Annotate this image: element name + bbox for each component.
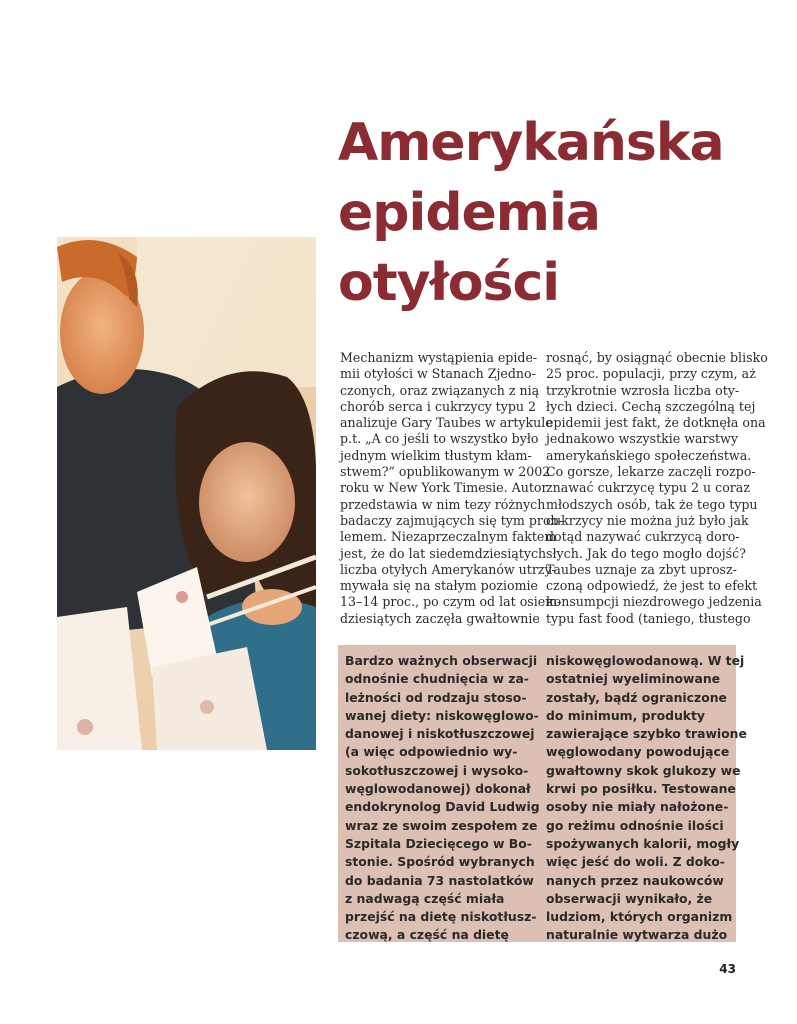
text-line: epidemii jest fakt, że dotknęła ona <box>546 415 766 431</box>
text-line: Mechanizm wystąpienia epide- <box>340 350 538 365</box>
body-column-left <box>340 350 563 627</box>
box-text-line: odnośnie chudnięcia w za- <box>345 671 529 687</box>
box-text-line: wanej diety: niskowęglowo- <box>345 707 539 723</box>
text-line: słych. Jak do tego mogło dojść? <box>546 545 746 561</box>
text-line: jednym wielkim tłustym kłam- <box>340 447 532 463</box>
text-line: młodszych osób, tak że tego typu <box>546 496 758 512</box>
box-text-line: danowej i niskotłuszczowej <box>345 726 535 742</box>
box-column-right <box>546 652 747 945</box>
text-line: Co gorsze, lekarze zaczęli rozpo- <box>546 464 756 480</box>
text-line: przedstawia w nim tezy różnych <box>340 496 546 512</box>
box-text-line: ludziom, których organizm <box>546 909 733 925</box>
text-line: amerykańskiego społeczeństwa. <box>546 447 752 463</box>
text-line: dziesiątych zaczęła gwałtownie <box>340 610 540 626</box>
text-line: lemem. Niezaprzeczalnym faktem <box>340 529 557 545</box>
couple-photo <box>57 237 316 750</box>
box-text-line: go reżimu odnośnie ilości <box>546 817 724 833</box>
box-text-line: wraz ze swoim zespołem ze <box>345 817 538 833</box>
box-text-line: do badania 73 nastolatków <box>345 872 534 888</box>
page-number: 43 <box>719 962 736 976</box>
text-line: rosnąć, by osiągnąć obecnie blisko <box>546 350 768 365</box>
text-line: badaczy zajmujących się tym prob- <box>340 512 563 528</box>
box-text-line: osoby nie miały nałożone- <box>546 799 729 815</box>
box-text-line: więc jeść do woli. Z doko- <box>546 854 725 870</box>
text-line: analizuje Gary Taubes w artykule <box>340 415 553 431</box>
text-line: mii otyłości w Stanach Zjedno- <box>340 366 536 382</box>
text-line: czonych, oraz związanych z nią <box>340 382 540 398</box>
article-title <box>338 108 778 318</box>
box-text-line: Bardzo ważnych obserwacji <box>345 653 538 668</box>
box-text-line: stonie. Spośród wybranych <box>345 854 535 870</box>
text-line: znawać cukrzycę typu 2 u coraz <box>546 480 750 496</box>
text-line: stwem?” opublikowanym w 2002 <box>340 464 551 480</box>
box-text-line: zostały, bądź ograniczone <box>546 689 727 705</box>
box-text-line: Szpitala Dziecięcego w Bo- <box>345 835 532 851</box>
text-line: łych dzieci. Cechą szczególną tej <box>546 398 756 414</box>
text-line: dotąd nazywać cukrzycą doro- <box>546 529 740 545</box>
title-line: epidemia <box>338 183 600 243</box>
box-text-line: obserwacji wynikało, że <box>546 890 713 906</box>
box-column-left <box>345 652 540 945</box>
title-line: otyłości <box>338 253 560 313</box>
box-text-line: ostatniej wyeliminowane <box>546 671 721 687</box>
text-line: Taubes uznaje za zbyt uprosz- <box>546 561 737 577</box>
box-text-line: przejść na dietę niskotłusz- <box>345 909 537 925</box>
text-line: roku w New York Timesie. Autor <box>340 480 548 496</box>
text-line: czoną odpowiedź, że jest to efekt <box>546 578 758 594</box>
box-text-line: węglowodany powodujące <box>546 744 730 760</box>
text-line: 25 proc. populacji, przy czym, aż <box>546 366 756 382</box>
text-line: jednakowo wszystkie warstwy <box>546 431 738 447</box>
text-line: trzykrotnie wzrosła liczba oty- <box>546 382 740 398</box>
text-line: cukrzycy nie można już było jak <box>546 512 749 528</box>
box-text-line: zawierające szybko trawione <box>546 726 747 742</box>
text-line: jest, że do lat siedemdziesiątych <box>340 545 547 561</box>
box-text-line: (a więc odpowiednio wy- <box>345 744 518 760</box>
box-text-line: gwałtowny skok glukozy we <box>546 762 741 778</box>
text-line: p.t. „A co jeśli to wszystko było <box>340 431 539 447</box>
text-line: chorób serca i cukrzycy typu 2 <box>340 398 537 414</box>
text-line: liczba otyłych Amerykanów utrzy- <box>340 561 556 577</box>
box-text-line: spożywanych kalorii, mogły <box>546 835 740 851</box>
text-line: konsumpcji niezdrowego jedzenia <box>546 594 762 610</box>
box-text-line: do minimum, produkty <box>546 707 706 723</box>
box-text-line: niskowęglowodanową. W tej <box>546 653 745 668</box>
box-text-line: krwi po posiłku. Testowane <box>546 781 736 797</box>
box-text-line: naturalnie wytwarza dużo <box>546 927 728 943</box>
box-text-line: sokotłuszczowej i wysoko- <box>345 762 529 778</box>
box-text-line: z nadwagą część miała <box>345 890 505 906</box>
box-text-line: węglowodanowej) dokonał <box>345 781 531 797</box>
box-text-line: endokrynolog David Ludwig <box>345 799 540 815</box>
photo-illustration <box>57 237 316 750</box>
box-text-line: nanych przez naukowców <box>546 872 724 888</box>
text-line: mywała się na stałym poziomie <box>340 578 538 594</box>
body-column-right <box>546 350 768 627</box>
text-line: typu fast food (taniego, tłustego <box>546 610 751 626</box>
box-text-line: czową, a część na dietę <box>345 927 509 943</box>
title-line: Amerykańska <box>338 113 724 173</box>
box-text-line: leżności od rodzaju stoso- <box>345 689 527 705</box>
text-line: 13–14 proc., po czym od lat osiem- <box>340 594 562 610</box>
